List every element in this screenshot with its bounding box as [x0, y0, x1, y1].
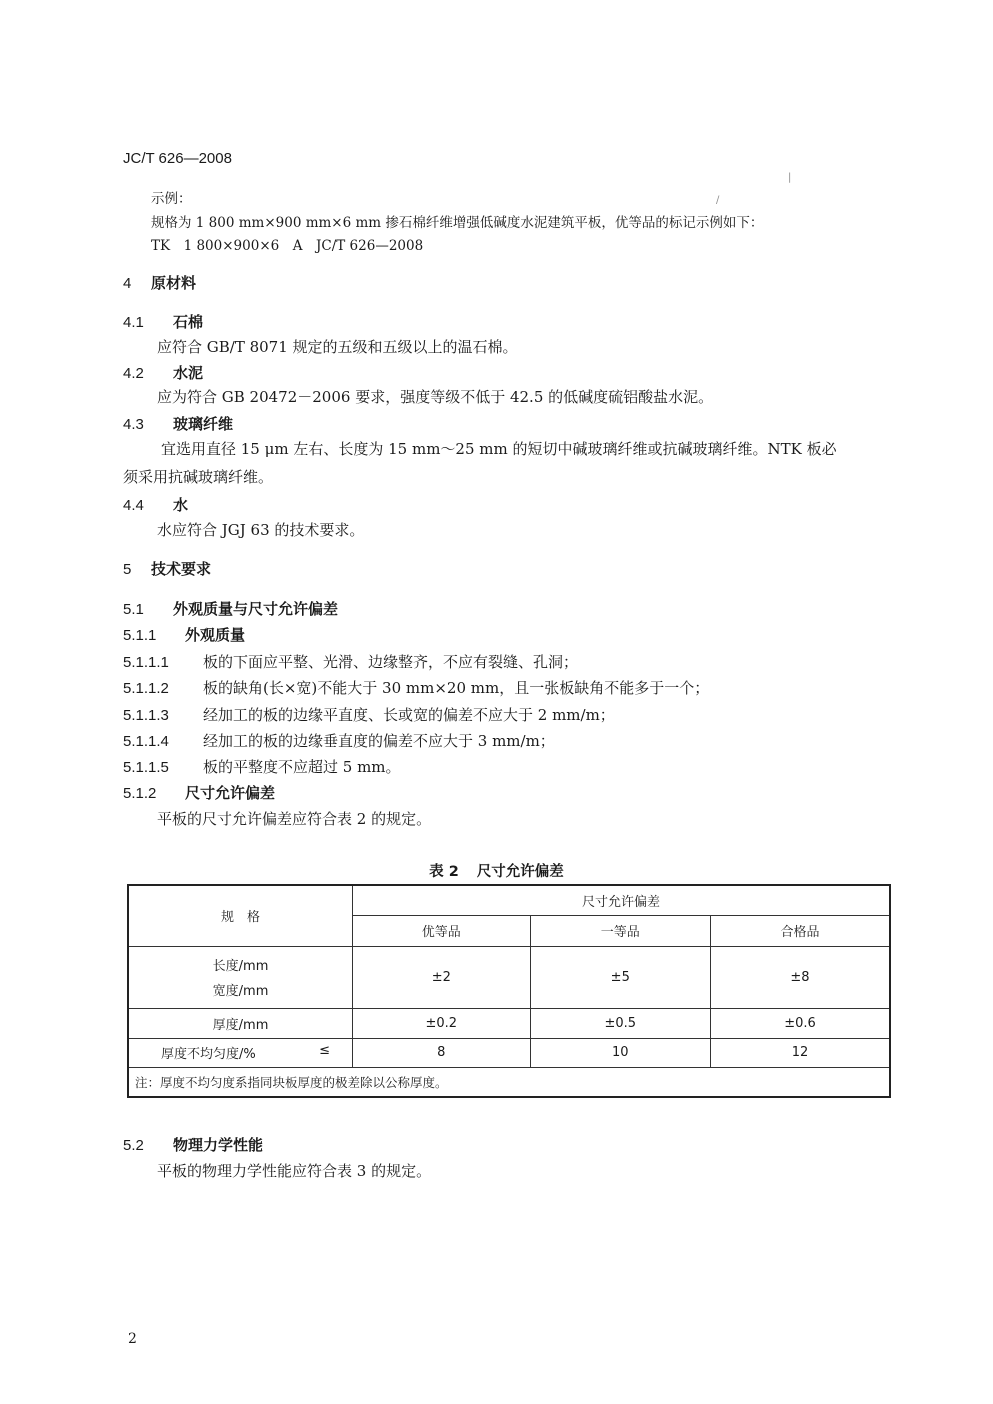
section-number: 5 — [123, 561, 132, 578]
section-4-3-text-line1: 宜选用直径 15 μm 左右、长度为 15 mm～25 mm 的短切中碱玻璃纤维或抗碱玻璃纤维。NTK 板必 — [161, 440, 837, 458]
item-number: 5.1.1.1 — [123, 654, 169, 671]
section-4-2-heading — [123, 362, 203, 383]
table-cell: ±0.2 — [353, 1008, 530, 1038]
section-number: 4.3 — [123, 416, 144, 433]
section-number: 5.1.1 — [123, 627, 157, 644]
section-5-1-2-heading — [123, 782, 275, 803]
example-text: 规格为 1 800 mm×900 mm×6 mm 掺石棉纤维增强低碱度水泥建筑平板，优等品的标记示例如下： — [151, 215, 764, 231]
section-5-1-heading — [123, 598, 338, 619]
section-title: 水 — [173, 496, 189, 514]
section-5-heading — [123, 558, 211, 579]
list-item — [123, 756, 401, 777]
table-note: 注：厚度不均匀度系指同块板厚度的极差除以公称厚度。 — [128, 1067, 890, 1097]
table-cell: ±5 — [530, 946, 710, 1008]
list-item — [123, 704, 615, 725]
section-4-3-heading — [123, 413, 233, 434]
grade-cell: 一等品 — [530, 915, 710, 946]
table-row — [128, 1038, 890, 1067]
section-title: 石棉 — [173, 313, 204, 331]
row-label-cell — [128, 1038, 353, 1067]
table-caption-number: 表 2 — [429, 864, 459, 880]
section-number: 5.1.2 — [123, 785, 157, 802]
table-row — [128, 946, 890, 1008]
grade-cell: 合格品 — [711, 915, 891, 946]
tolerance-table — [127, 884, 891, 1098]
table-note-row — [128, 1067, 890, 1097]
leq-symbol: ≤ — [319, 1043, 331, 1058]
row-label: 长度/mm — [212, 959, 269, 974]
table-caption-title: 尺寸允许偏差 — [476, 864, 564, 880]
example-marking: TK 1 800×900×6 A JC/T 626—2008 — [151, 238, 424, 254]
item-text: 板的平整度不应超过 5 mm。 — [203, 758, 401, 776]
page-number: 2 — [128, 1331, 137, 1347]
section-4-heading — [123, 272, 196, 293]
scan-speck: / — [716, 195, 720, 206]
row-label-cell — [128, 946, 353, 1008]
item-text: 经加工的板的边缘垂直度的偏差不应大于 3 mm/m； — [203, 732, 555, 750]
section-number: 5.2 — [123, 1137, 144, 1154]
item-number: 5.1.1.4 — [123, 733, 169, 750]
table-cell: ±8 — [711, 946, 891, 1008]
section-4-1-text: 应符合 GB/T 8071 规定的五级和五级以上的温石棉。 — [157, 338, 518, 356]
section-number: 5.1 — [123, 601, 144, 618]
section-5-2-heading — [123, 1134, 263, 1155]
table-cell: ±0.6 — [711, 1008, 891, 1038]
section-title: 外观质量 — [185, 626, 246, 644]
table-header-row — [128, 885, 890, 915]
table-caption — [0, 860, 993, 881]
item-text: 板的下面应平整、光滑、边缘整齐，不应有裂缝、孔洞； — [203, 653, 579, 671]
header-spec-cell: 规 格 — [128, 885, 353, 946]
section-title: 物理力学性能 — [173, 1136, 264, 1154]
example-label: 示例： — [151, 191, 192, 207]
row-label: 厚度/mm — [128, 1008, 353, 1038]
section-number: 4.1 — [123, 314, 144, 331]
header-group-cell: 尺寸允许偏差 — [353, 885, 890, 915]
item-number: 5.1.1.3 — [123, 707, 169, 724]
section-number: 4.2 — [123, 365, 144, 382]
section-5-1-2-text: 平板的尺寸允许偏差应符合表 2 的规定。 — [157, 810, 432, 828]
list-item — [123, 651, 578, 672]
table-cell: 8 — [353, 1038, 530, 1067]
section-5-1-1-heading — [123, 624, 245, 645]
item-number: 5.1.1.2 — [123, 680, 169, 697]
scan-speck: | — [788, 172, 792, 183]
table-cell: 12 — [711, 1038, 891, 1067]
section-number: 4.4 — [123, 497, 144, 514]
section-title: 尺寸允许偏差 — [185, 784, 276, 802]
grade-cell: 优等品 — [353, 915, 530, 946]
section-4-4-text: 水应符合 JGJ 63 的技术要求。 — [157, 521, 365, 539]
section-title: 玻璃纤维 — [173, 415, 234, 433]
table-cell: ±0.5 — [530, 1008, 710, 1038]
section-title: 原材料 — [151, 274, 197, 292]
table-cell: ±2 — [353, 946, 530, 1008]
section-4-4-heading — [123, 494, 188, 515]
list-item — [123, 677, 709, 698]
table-row — [128, 1008, 890, 1038]
table-cell: 10 — [530, 1038, 710, 1067]
row-label: 厚度不均匀度/% — [161, 1047, 256, 1062]
section-title: 水泥 — [173, 364, 204, 382]
row-label: 宽度/mm — [212, 984, 269, 999]
item-text: 板的缺角(长×宽)不能大于 30 mm×20 mm，且一张板缺角不能多于一个； — [203, 679, 710, 697]
section-5-2-text: 平板的物理力学性能应符合表 3 的规定。 — [157, 1162, 432, 1180]
list-item — [123, 730, 555, 751]
section-4-1-heading — [123, 311, 203, 332]
standard-code-header: JC/T 626—2008 — [123, 150, 232, 167]
item-text: 经加工的板的边缘平直度、长或宽的偏差不应大于 2 mm/m； — [203, 706, 615, 724]
section-4-2-text: 应为符合 GB 20472－2006 要求，强度等级不低于 42.5 的低碱度硫铝酸盐水泥。 — [157, 388, 714, 406]
section-title: 技术要求 — [151, 560, 212, 578]
section-4-3-text-line2: 须采用抗碱玻璃纤维。 — [123, 468, 274, 486]
item-number: 5.1.1.5 — [123, 759, 169, 776]
section-title: 外观质量与尺寸允许偏差 — [173, 600, 339, 618]
section-number: 4 — [123, 275, 132, 292]
